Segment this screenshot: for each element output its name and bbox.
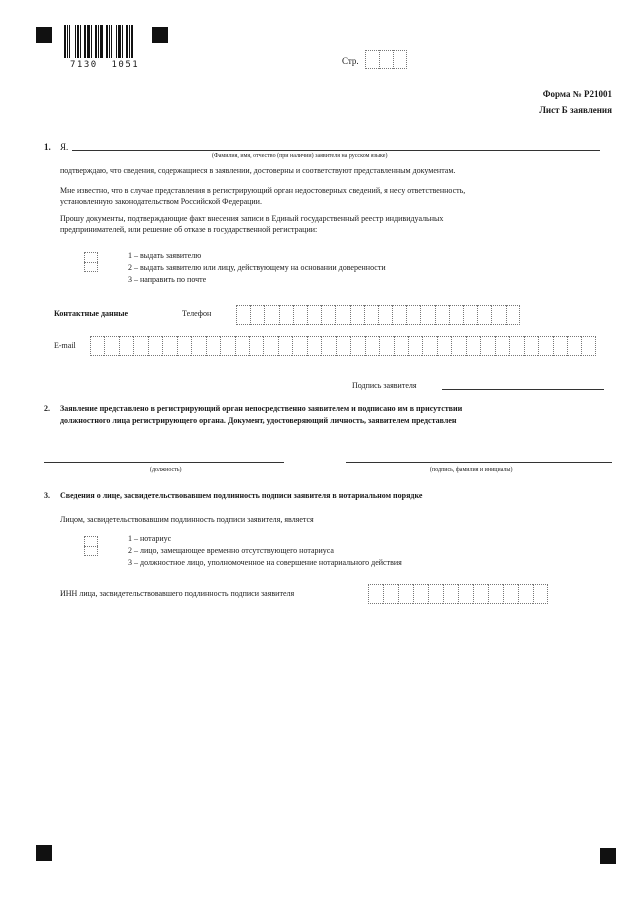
barcode-number: 7130 1051 <box>70 60 140 70</box>
barcode-bar <box>118 25 121 58</box>
input-cell[interactable] <box>279 305 293 325</box>
form-number: Форма № Р21001 <box>542 89 612 99</box>
input-cell[interactable] <box>133 336 147 356</box>
barcode-bar <box>131 25 133 58</box>
section-1-paragraph-2b: установленную законодательством Российской Федерации. <box>60 197 262 206</box>
input-cell[interactable] <box>307 305 321 325</box>
input-cell[interactable] <box>350 305 364 325</box>
input-cell[interactable] <box>335 305 349 325</box>
barcode-bar <box>80 25 81 58</box>
input-cell[interactable] <box>581 336 595 356</box>
section-1-ya: Я. <box>60 142 69 152</box>
input-cell[interactable] <box>378 305 392 325</box>
delivery-option-1: 1 – выдать заявителю <box>128 251 202 260</box>
section-1-number: 1. <box>44 142 51 152</box>
official-position-line[interactable] <box>44 462 284 463</box>
barcode-bar <box>87 25 90 58</box>
input-cell[interactable] <box>394 336 408 356</box>
section-3-number: 3. <box>44 491 50 500</box>
barcode-bar <box>109 25 110 58</box>
input-cell[interactable] <box>435 305 449 325</box>
input-cell[interactable] <box>336 336 350 356</box>
input-cell[interactable] <box>408 336 422 356</box>
notary-option-1: 1 – нотариус <box>128 534 172 543</box>
input-cell[interactable] <box>477 305 491 325</box>
official-position-caption: (должность) <box>150 467 182 473</box>
input-cell[interactable] <box>509 336 523 356</box>
barcode-bar <box>126 25 128 58</box>
input-cell[interactable] <box>473 584 488 604</box>
input-cell[interactable] <box>420 305 434 325</box>
barcode-bar <box>106 25 108 58</box>
input-cell[interactable] <box>177 336 191 356</box>
input-cell[interactable] <box>293 305 307 325</box>
input-cell[interactable] <box>383 584 398 604</box>
page-label: Стр. <box>342 56 359 66</box>
input-cell[interactable] <box>321 336 335 356</box>
barcode-bar <box>64 25 66 58</box>
email-field[interactable] <box>90 336 596 356</box>
input-cell[interactable] <box>533 584 548 604</box>
barcode-bar <box>84 25 86 58</box>
input-cell[interactable] <box>488 584 503 604</box>
barcode-bar <box>100 25 103 58</box>
barcode-bar <box>77 25 79 58</box>
input-cell[interactable] <box>250 305 264 325</box>
sheet-title: Лист Б заявления <box>539 105 612 115</box>
delivery-option-3: 3 – направить по почте <box>128 275 207 284</box>
input-cell[interactable] <box>567 336 581 356</box>
input-cell[interactable] <box>263 336 277 356</box>
input-cell[interactable] <box>518 584 533 604</box>
input-cell[interactable] <box>480 336 494 356</box>
section-3-title: Сведения о лице, засвидетельствовавшем подлинность подписи заявителя в нотариальном порядке <box>60 491 423 500</box>
inn-label: ИНН лица, засвидетельствовавшего подлинность подписи заявителя <box>60 589 295 598</box>
fio-line[interactable] <box>72 150 600 151</box>
input-cell[interactable] <box>236 305 250 325</box>
input-cell[interactable] <box>148 336 162 356</box>
input-cell[interactable] <box>392 305 406 325</box>
input-cell[interactable] <box>235 336 249 356</box>
barcode-bar <box>67 25 68 58</box>
barcode-bar <box>122 25 123 58</box>
input-cell[interactable] <box>379 336 393 356</box>
input-cell[interactable] <box>398 584 413 604</box>
input-cell[interactable] <box>495 336 509 356</box>
input-cell[interactable] <box>264 305 278 325</box>
barcode-bar <box>116 25 117 58</box>
page-number-field[interactable] <box>365 50 407 69</box>
marker-top-left <box>36 27 52 43</box>
input-cell[interactable] <box>413 584 428 604</box>
input-cell[interactable] <box>491 305 505 325</box>
input-cell[interactable] <box>350 336 364 356</box>
input-cell[interactable] <box>428 584 443 604</box>
input-cell[interactable] <box>538 336 552 356</box>
input-cell[interactable] <box>162 336 176 356</box>
input-cell[interactable] <box>321 305 335 325</box>
input-cell[interactable] <box>443 584 458 604</box>
barcode-bar <box>69 25 70 58</box>
notary-option-2: 2 – лицо, замещающее временно отсутствующего нотариуса <box>128 546 334 555</box>
section-2-text-1: Заявление представлено в регистрирующий орган непосредственно заявителем и подписано им в присутствии <box>60 404 463 413</box>
input-cell[interactable] <box>458 584 473 604</box>
input-cell[interactable] <box>292 336 306 356</box>
input-cell[interactable] <box>463 305 477 325</box>
input-cell[interactable] <box>191 336 205 356</box>
signature-label: Подпись заявителя <box>352 381 417 390</box>
barcode-bar <box>95 25 97 58</box>
notary-option-3: 3 – должностное лицо, уполномоченное на совершение нотариального действия <box>128 558 402 567</box>
input-cell[interactable] <box>364 305 378 325</box>
input-cell[interactable] <box>506 305 520 325</box>
barcode-bar <box>129 25 130 58</box>
input-cell[interactable] <box>249 336 263 356</box>
input-cell[interactable] <box>119 336 133 356</box>
barcode <box>64 25 144 58</box>
inn-field[interactable] <box>368 584 548 604</box>
input-cell[interactable] <box>278 336 292 356</box>
input-cell[interactable] <box>104 336 118 356</box>
section-2-number: 2. <box>44 404 50 413</box>
section-3-intro: Лицом, засвидетельствовавшим подлинность подписи заявителя, является <box>60 515 314 524</box>
input-cell[interactable] <box>553 336 567 356</box>
official-signature-line[interactable] <box>346 462 612 463</box>
marker-top-right <box>152 27 168 43</box>
section-1-paragraph-2a: Мне известно, что в случае представления в регистрирующий орган недостоверных сведений, я несу ответственность, <box>60 186 466 195</box>
email-label: E-mail <box>54 341 76 350</box>
input-cell[interactable] <box>466 336 480 356</box>
input-cell[interactable] <box>503 584 518 604</box>
phone-label: Телефон <box>182 309 212 318</box>
document-delivery-choice-box[interactable] <box>84 252 98 272</box>
input-cell[interactable] <box>437 336 451 356</box>
barcode-bar <box>98 25 99 58</box>
input-cell[interactable] <box>220 336 234 356</box>
input-cell[interactable] <box>368 584 383 604</box>
official-signature-caption: (подпись, фамилия и инициалы) <box>430 467 513 473</box>
input-cell[interactable] <box>406 305 420 325</box>
contacts-label: Контактные данные <box>54 309 129 318</box>
barcode-bar <box>111 25 112 58</box>
section-1-paragraph-3b: предпринимателей, или решение об отказе в государственной регистрации: <box>60 225 318 234</box>
delivery-option-2: 2 – выдать заявителю или лицу, действующему на основании доверенности <box>128 263 386 272</box>
phone-field[interactable] <box>236 305 520 325</box>
section-2-text-2: должностного лица регистрирующего органа. Документ, удостоверяющий личность, заявителем представлен <box>60 416 457 425</box>
input-cell[interactable] <box>422 336 436 356</box>
input-cell[interactable] <box>524 336 538 356</box>
marker-bottom-left <box>36 845 52 861</box>
barcode-bar <box>91 25 92 58</box>
marker-bottom-right <box>600 848 616 864</box>
section-1-paragraph-3a: Прошу документы, подтверждающие факт внесения записи в Единый государственный реестр индивидуальных <box>60 214 444 223</box>
section-1-paragraph-1: подтверждаю, что сведения, содержащиеся в заявлении, достоверны и соответствуют представленным документам. <box>60 166 456 175</box>
notary-type-choice-box[interactable] <box>84 536 98 556</box>
input-cell[interactable] <box>206 336 220 356</box>
input-cell[interactable] <box>365 336 379 356</box>
input-cell[interactable] <box>449 305 463 325</box>
input-cell[interactable] <box>451 336 465 356</box>
fio-caption: (Фамилия, имя, отчество (при наличии) заявителя на русском языке) <box>212 153 388 159</box>
input-cell[interactable] <box>307 336 321 356</box>
signature-line[interactable] <box>442 389 604 390</box>
barcode-bar <box>75 25 76 58</box>
input-cell[interactable] <box>90 336 104 356</box>
